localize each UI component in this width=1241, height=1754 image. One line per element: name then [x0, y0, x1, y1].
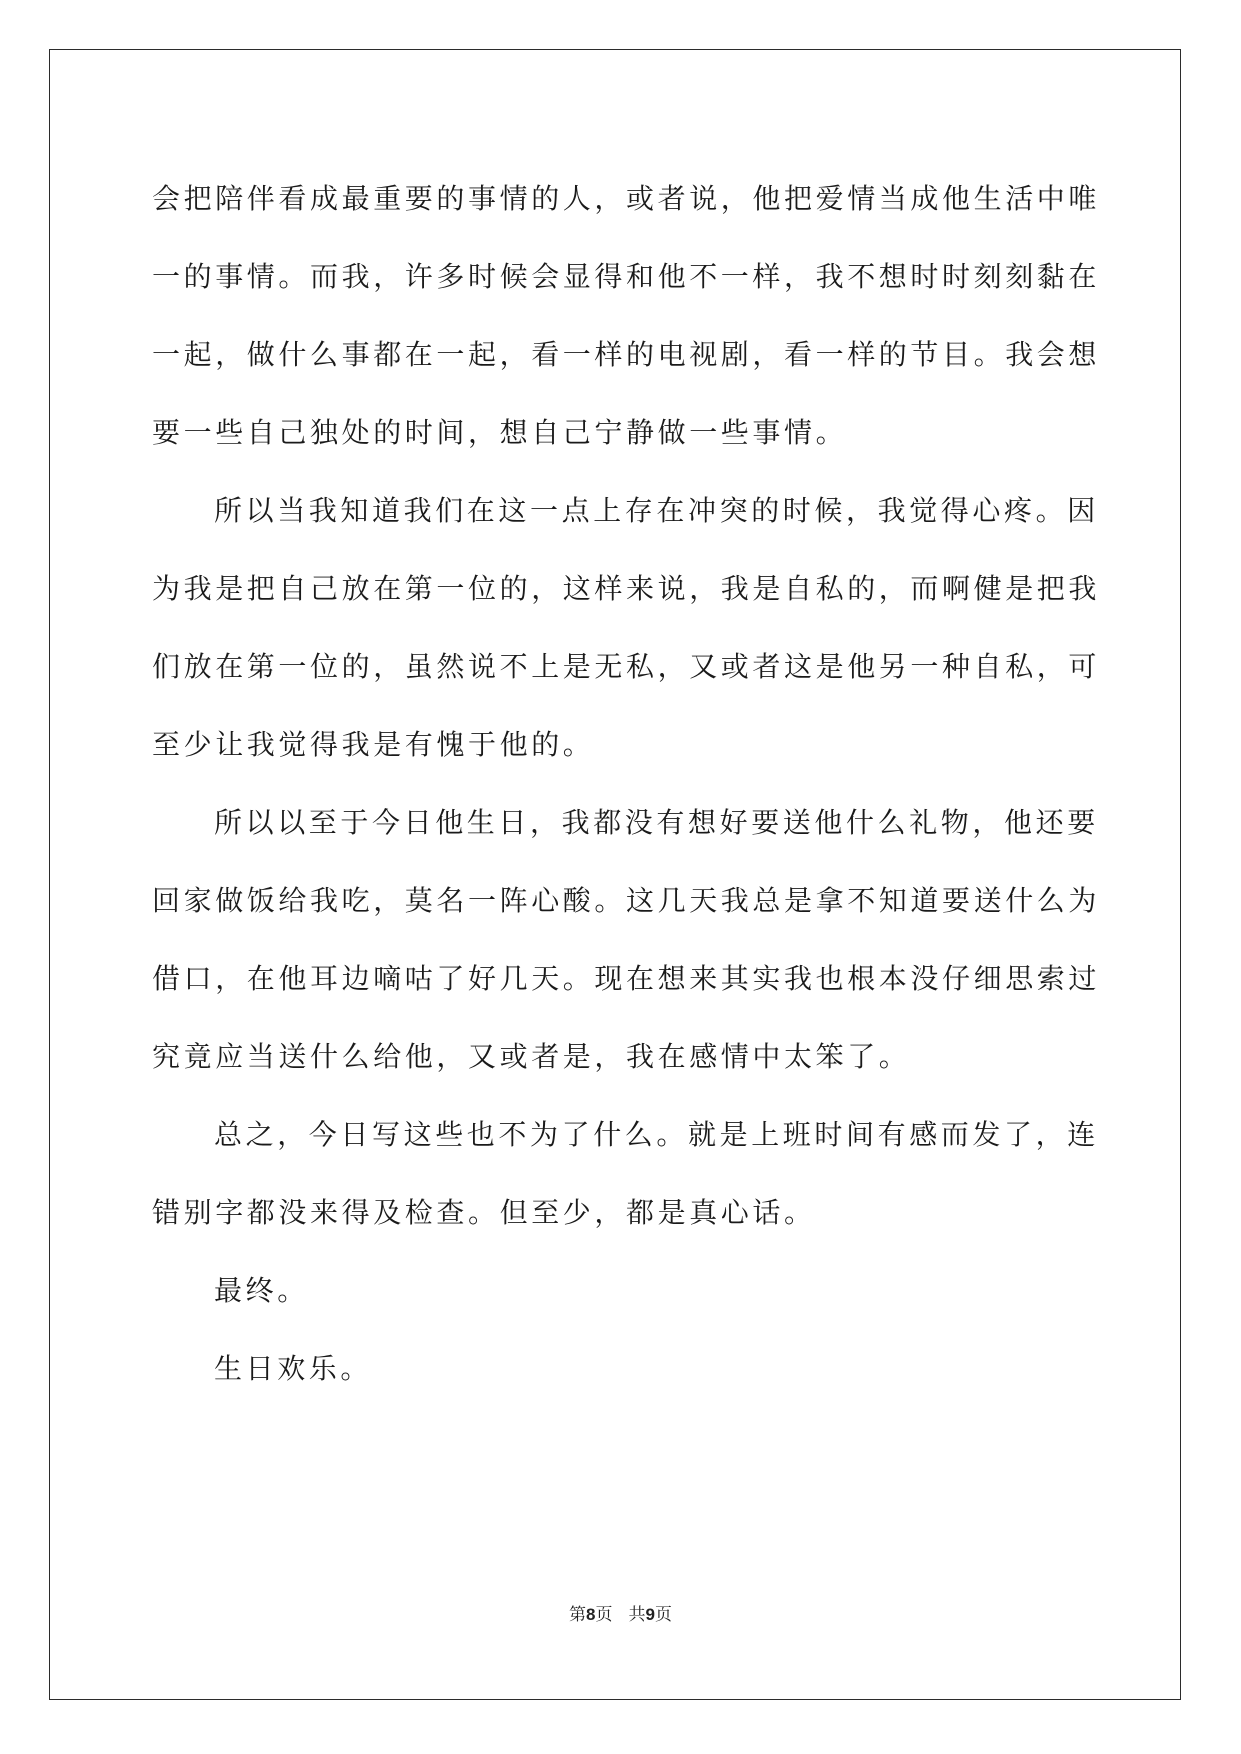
page-prefix: 第 [569, 1605, 587, 1625]
page-footer [0, 1600, 1241, 1625]
text-line: 究竟应当送什么给他，又或者是，我在感情中太笨了。 [152, 1040, 911, 1073]
page-suffix: 页 [595, 1605, 613, 1625]
text-line: 生日欢乐。 [214, 1352, 373, 1385]
total-pages: 9 [645, 1605, 655, 1624]
text-line: 最终。 [214, 1274, 309, 1307]
page-number: 8 [586, 1605, 596, 1624]
total-suffix: 页 [654, 1605, 672, 1625]
text-line: 至少让我觉得我是有愧于他的。 [152, 728, 595, 761]
text-line: 一的事情。而我，许多时候会显得和他不一样，我不想时时刻刻黏在 [152, 260, 1101, 293]
text-line: 所以以至于今日他生日，我都没有想好要送他什么礼物，他还要 [214, 806, 1099, 839]
text-line: 们放在第一位的，虽然说不上是无私，又或者这是他另一种自私，可 [152, 650, 1101, 683]
text-line: 为我是把自己放在第一位的，这样来说，我是自私的，而啊健是把我 [152, 572, 1101, 605]
text-line: 所以当我知道我们在这一点上存在冲突的时候，我觉得心疼。因 [214, 494, 1099, 527]
text-line: 要一些自己独处的时间，想自己宁静做一些事情。 [152, 416, 848, 449]
text-line: 会把陪伴看成最重要的事情的人，或者说，他把爱情当成他生活中唯 [152, 182, 1101, 215]
total-prefix: 共 [628, 1605, 646, 1625]
text-line: 回家做饭给我吃，莫名一阵心酸。这几天我总是拿不知道要送什么为 [152, 884, 1101, 917]
document-body [152, 160, 1101, 1408]
text-line: 错别字都没来得及检查。但至少，都是真心话。 [152, 1196, 816, 1229]
text-line: 总之，今日写这些也不为了什么。就是上班时间有感而发了，连 [214, 1118, 1099, 1151]
text-line: 借口，在他耳边嘀咕了好几天。现在想来其实我也根本没仔细思索过 [152, 962, 1101, 995]
text-line: 一起，做什么事都在一起，看一样的电视剧，看一样的节目。我会想 [152, 338, 1101, 371]
